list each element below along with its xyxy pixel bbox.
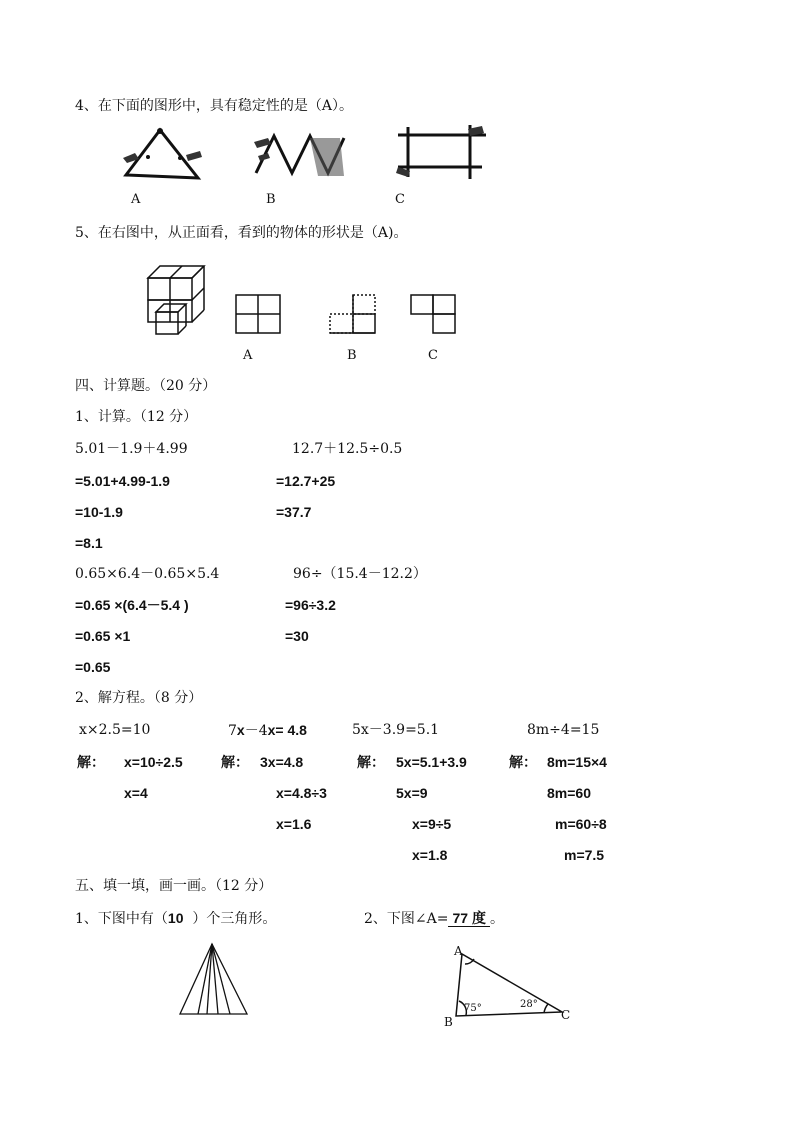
eq2-step2: x=4.8÷3	[276, 785, 327, 801]
eq4-jie: 解：	[509, 754, 537, 770]
s5-q1-answer: 10	[167, 910, 184, 926]
s5-q2-vertex-a: A	[454, 944, 463, 958]
eq3-step1: 5x=5.1+3.9	[396, 754, 467, 770]
eq2-step3: x=1.6	[276, 816, 312, 832]
q4-label-b: B	[266, 192, 276, 207]
section5-title: 五、填一填，画一画。（12 分）	[75, 878, 273, 894]
calc3-step3: =0.65	[75, 659, 111, 675]
q4-figure-b-diamond-frame	[252, 128, 352, 183]
q4-label-c: C	[395, 192, 405, 207]
eq2-expr: 7x－4x= 4.8	[228, 722, 307, 739]
calc3-step2: =0.65 ×1	[75, 628, 131, 644]
eq1-step2: x=4	[124, 785, 148, 801]
q5-option-c-shape	[410, 294, 456, 334]
s5-q2-vertex-b: B	[444, 1015, 453, 1029]
s5-q2-answer: 77 度	[448, 910, 489, 927]
q5-cube-solid	[143, 262, 213, 338]
calc2-step1: =12.7+25	[276, 473, 336, 489]
calc3-step1: =0.65 ×(6.4－5.4 )	[75, 597, 189, 613]
q5-label-c: C	[428, 348, 438, 363]
eq4-step4: m=7.5	[564, 847, 605, 863]
section4-title: 四、计算题。（20 分）	[75, 378, 217, 394]
q4-stem: 4、在下面的图形中，具有稳定性的是（A）。	[75, 98, 354, 114]
eq3-step4: x=1.8	[412, 847, 448, 863]
calc1-step1: =5.01+4.99-1.9	[75, 473, 170, 489]
eq3-step2: 5x=9	[396, 785, 428, 801]
s5-q1: 1、下图中有（10 ）个三角形。	[75, 910, 277, 927]
section4-sub2: 2、解方程。（8 分）	[75, 690, 203, 706]
q4-figure-a-triangle-frame	[118, 125, 213, 185]
s5-q2: 2、下图∠A= 77 度 。	[364, 910, 504, 927]
eq1-step1: x=10÷2.5	[124, 754, 183, 770]
s5-q2-angle-c: 28°	[520, 999, 538, 1010]
eq2-jie: 解：	[221, 754, 249, 770]
calc3-expr: 0.65×6.4－0.65×5.4	[75, 566, 220, 582]
eq1-jie: 解：	[77, 754, 105, 770]
s5-q1-triangle-figure	[178, 943, 250, 1017]
q4-figure-c-rectangle-frame	[396, 125, 491, 183]
calc1-step2: =10-1.9	[75, 504, 123, 520]
calc1-expr: 5.01－1.9＋4.99	[75, 441, 188, 457]
eq4-step2: 8m=60	[547, 785, 591, 801]
eq1-expr: x×2.5=10	[79, 722, 151, 738]
calc2-step2: =37.7	[276, 504, 312, 520]
q4-label-a: A	[131, 192, 141, 207]
calc1-step3: =8.1	[75, 535, 103, 551]
eq2-step1: 3x=4.8	[260, 754, 304, 770]
eq3-expr: 5x－3.9=5.1	[352, 722, 440, 738]
q5-option-b-shape	[329, 294, 377, 334]
q5-label-b: B	[347, 348, 357, 363]
section4-sub1: 1、计算。（12 分）	[75, 409, 198, 425]
q5-option-a-grid	[235, 294, 281, 334]
eq4-step3: m=60÷8	[555, 816, 607, 832]
calc4-step1: =96÷3.2	[285, 597, 336, 613]
s5-q2-angle-b: 75°	[464, 1003, 482, 1014]
eq3-step3: x=9÷5	[412, 816, 452, 832]
q5-stem: 5、在右图中，从正面看，看到的物体的形状是（A)。	[75, 225, 408, 241]
calc4-step2: =30	[285, 628, 309, 644]
calc4-expr: 96÷（15.4－12.2）	[293, 566, 427, 582]
s5-q2-vertex-c: C	[561, 1008, 571, 1022]
calc2-expr: 12.7＋12.5÷0.5	[292, 441, 403, 457]
q5-label-a: A	[243, 348, 253, 363]
eq4-expr: 8m÷4=15	[527, 722, 600, 738]
eq4-step1: 8m=15×4	[547, 754, 607, 770]
eq3-jie: 解：	[357, 754, 385, 770]
